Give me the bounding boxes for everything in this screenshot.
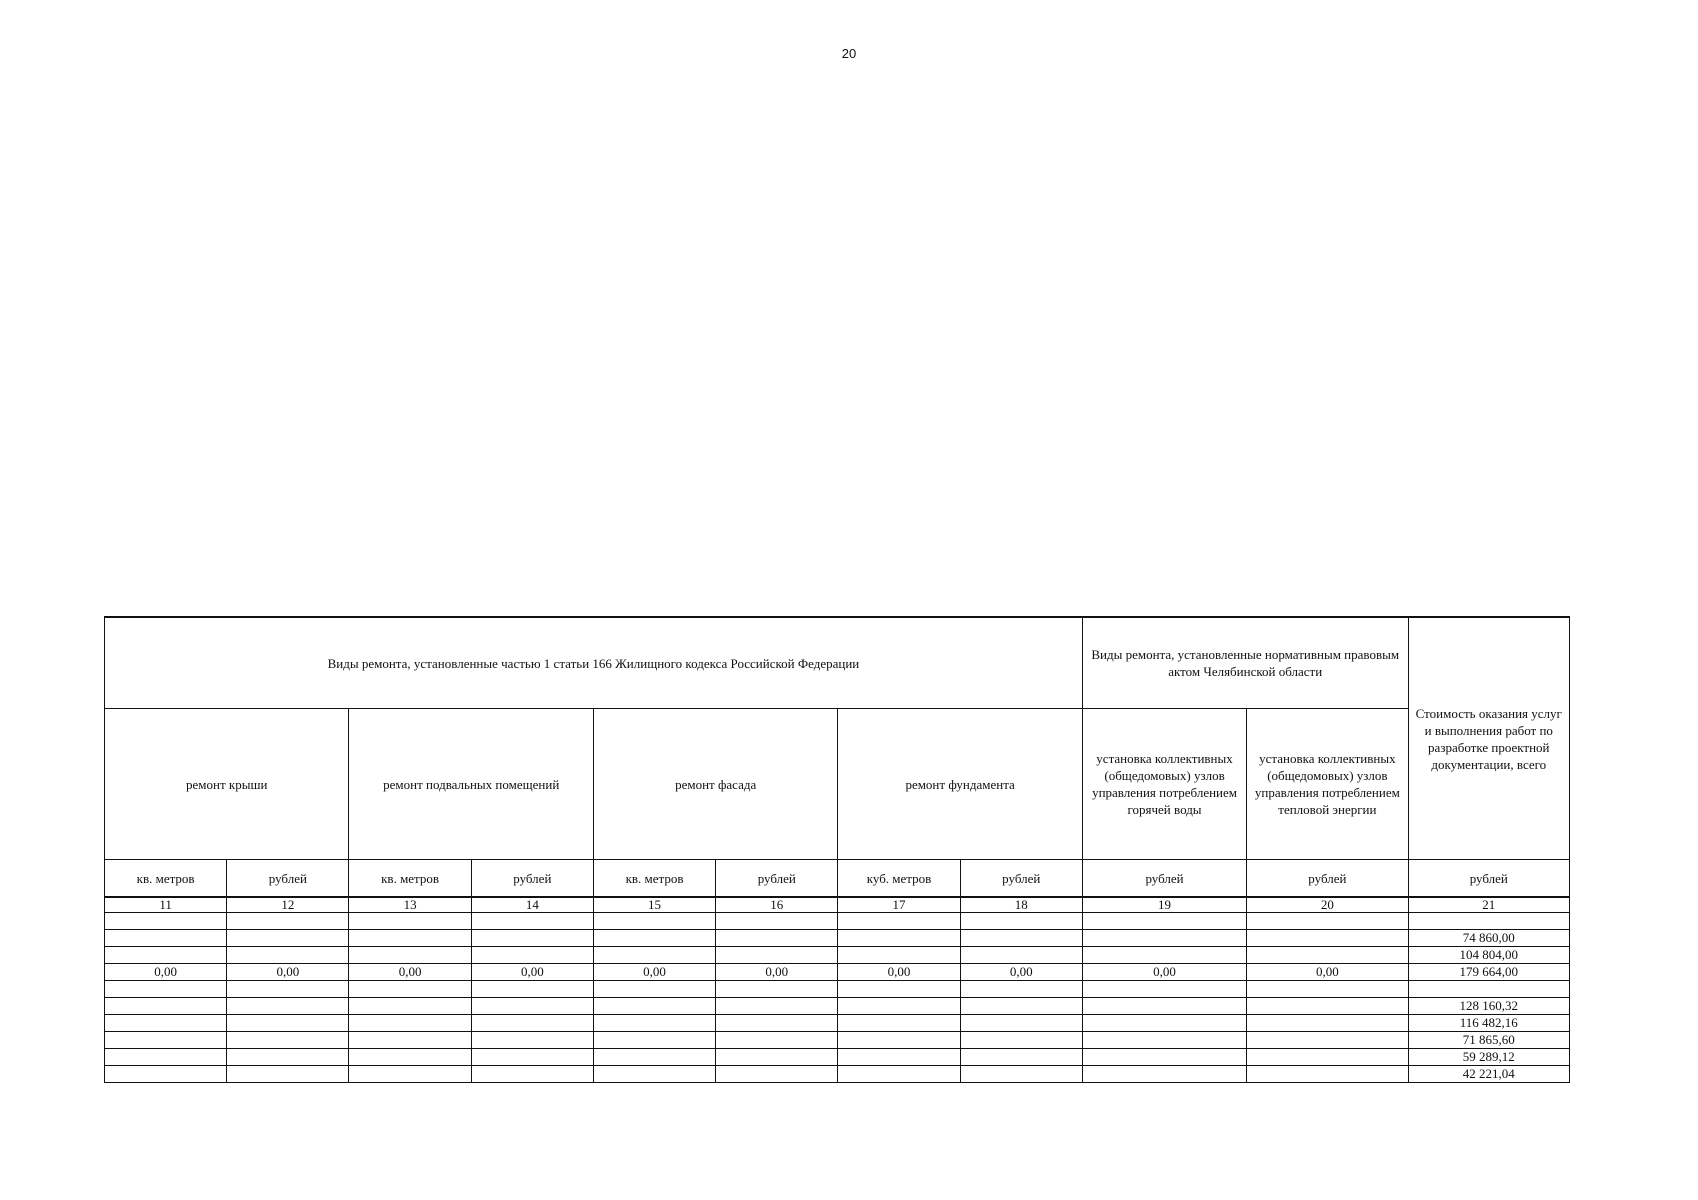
header-row-repair-types <box>105 709 1570 860</box>
table-cell <box>1247 913 1408 930</box>
table-cell: 116 482,16 <box>1408 1015 1569 1032</box>
unit-cell: кв. метров <box>593 860 715 898</box>
table-cell <box>593 1066 715 1083</box>
header-hot-water-meters: установка коллективных (общедомовых) узлов управления потреблением горячей воды <box>1082 709 1246 860</box>
table-cell <box>838 947 960 964</box>
table-cell <box>716 947 838 964</box>
header-row-column-numbers <box>105 897 1570 913</box>
table-cell <box>105 1015 227 1032</box>
header-heat-meters: установка коллективных (общедомовых) узлов управления потреблением тепловой энергии <box>1247 709 1408 860</box>
table-cell <box>349 981 471 998</box>
table-cell: 0,00 <box>227 964 349 981</box>
table-cell <box>471 1049 593 1066</box>
table-cell <box>593 947 715 964</box>
unit-cell: рублей <box>227 860 349 898</box>
table-cell <box>1082 1066 1246 1083</box>
table-cell: 0,00 <box>349 964 471 981</box>
table-cell <box>838 1049 960 1066</box>
table-row <box>105 1032 1570 1049</box>
table-cell <box>1247 1066 1408 1083</box>
table-row <box>105 981 1570 998</box>
column-number-cell: 14 <box>471 897 593 913</box>
table-cell <box>716 998 838 1015</box>
table-cell <box>227 930 349 947</box>
table-cell <box>838 998 960 1015</box>
table-cell: 0,00 <box>471 964 593 981</box>
table-cell <box>1408 913 1569 930</box>
table-cell <box>349 947 471 964</box>
column-number-cell: 20 <box>1247 897 1408 913</box>
table-cell <box>227 913 349 930</box>
table-cell <box>105 998 227 1015</box>
table-cell <box>227 981 349 998</box>
table-cell <box>349 930 471 947</box>
table-row <box>105 930 1570 947</box>
table-cell <box>105 947 227 964</box>
table-row <box>105 964 1570 981</box>
table-cell: 0,00 <box>716 964 838 981</box>
column-number-cell: 16 <box>716 897 838 913</box>
table-cell <box>227 1066 349 1083</box>
table-cell <box>349 1032 471 1049</box>
table-cell: 74 860,00 <box>1408 930 1569 947</box>
header-basement-repair: ремонт подвальных помещений <box>349 709 593 860</box>
table-cell: 179 664,00 <box>1408 964 1569 981</box>
unit-cell: рублей <box>1082 860 1246 898</box>
table-cell <box>1082 998 1246 1015</box>
table-cell: 71 865,60 <box>1408 1032 1569 1049</box>
table-cell <box>960 1066 1082 1083</box>
column-number-cell: 21 <box>1408 897 1569 913</box>
header-row-groups <box>105 617 1570 709</box>
table-cell <box>960 1032 1082 1049</box>
table-cell <box>960 998 1082 1015</box>
table-cell: 0,00 <box>838 964 960 981</box>
table-cell <box>1408 981 1569 998</box>
table-cell <box>960 913 1082 930</box>
table-row <box>105 913 1570 930</box>
header-regional-repairs: Виды ремонта, установленные нормативным правовым актом Челябинской области <box>1082 617 1408 709</box>
unit-cell: кв. метров <box>349 860 471 898</box>
unit-cell: рублей <box>1408 860 1569 898</box>
table-cell <box>593 981 715 998</box>
header-row-units <box>105 860 1570 898</box>
table-cell <box>349 1049 471 1066</box>
column-number-cell: 12 <box>227 897 349 913</box>
table-cell: 59 289,12 <box>1408 1049 1569 1066</box>
table-cell <box>1082 1049 1246 1066</box>
column-number-cell: 11 <box>105 897 227 913</box>
unit-cell: кв. метров <box>105 860 227 898</box>
table-cell <box>960 930 1082 947</box>
table-cell <box>716 913 838 930</box>
page-number: 20 <box>841 46 857 61</box>
table-cell <box>471 947 593 964</box>
table-row <box>105 947 1570 964</box>
table-cell: 0,00 <box>1082 964 1246 981</box>
table-cell <box>1082 1015 1246 1032</box>
table-cell <box>227 1049 349 1066</box>
table-cell <box>960 947 1082 964</box>
header-federal-repairs: Виды ремонта, установленные частью 1 статьи 166 Жилищного кодекса Российской Федерации <box>105 617 1083 709</box>
table-cell <box>227 1032 349 1049</box>
table-cell <box>471 981 593 998</box>
table-cell <box>1247 947 1408 964</box>
table-cell <box>838 1066 960 1083</box>
table-cell <box>105 981 227 998</box>
table-cell <box>471 930 593 947</box>
table-cell <box>838 1032 960 1049</box>
table-cell <box>1247 981 1408 998</box>
table-cell <box>593 930 715 947</box>
table-cell <box>1247 1032 1408 1049</box>
header-facade-repair: ремонт фасада <box>593 709 837 860</box>
table-cell <box>960 981 1082 998</box>
table-cell: 0,00 <box>1247 964 1408 981</box>
unit-cell: рублей <box>716 860 838 898</box>
table-cell <box>471 1015 593 1032</box>
table-cell <box>1082 981 1246 998</box>
repair-cost-table <box>104 616 1570 1083</box>
table-cell <box>716 1066 838 1083</box>
table-cell <box>349 998 471 1015</box>
table-cell <box>349 1066 471 1083</box>
table-cell <box>105 1049 227 1066</box>
table-cell: 0,00 <box>105 964 227 981</box>
column-number-cell: 15 <box>593 897 715 913</box>
table-cell <box>349 913 471 930</box>
table-cell <box>105 930 227 947</box>
unit-cell: рублей <box>471 860 593 898</box>
header-foundation-repair: ремонт фундамента <box>838 709 1082 860</box>
header-design-cost-total: Стоимость оказания услуг и выполнения работ по разработке проектной документации, всего <box>1408 617 1569 860</box>
table-cell <box>1082 947 1246 964</box>
table-cell <box>593 1032 715 1049</box>
table-cell: 0,00 <box>960 964 1082 981</box>
table-cell <box>227 947 349 964</box>
column-number-cell: 18 <box>960 897 1082 913</box>
unit-cell: куб. метров <box>838 860 960 898</box>
table-cell <box>593 1015 715 1032</box>
table-cell <box>471 998 593 1015</box>
table-cell <box>471 1032 593 1049</box>
table-row <box>105 1015 1570 1032</box>
table-cell <box>960 1049 1082 1066</box>
table-cell <box>593 998 715 1015</box>
unit-cell: рублей <box>1247 860 1408 898</box>
table-row <box>105 1049 1570 1066</box>
table-cell: 0,00 <box>593 964 715 981</box>
header-roof-repair: ремонт крыши <box>105 709 349 860</box>
table-cell <box>838 913 960 930</box>
table-cell <box>1082 1032 1246 1049</box>
table-cell <box>593 913 715 930</box>
table-cell <box>227 1015 349 1032</box>
table-cell: 128 160,32 <box>1408 998 1569 1015</box>
table-cell <box>105 1032 227 1049</box>
table-row <box>105 998 1570 1015</box>
table-cell <box>349 1015 471 1032</box>
table-cell <box>593 1049 715 1066</box>
table-cell <box>1247 1049 1408 1066</box>
table-cell <box>1247 998 1408 1015</box>
table-cell <box>105 1066 227 1083</box>
table-cell <box>838 930 960 947</box>
table-cell <box>960 1015 1082 1032</box>
table-cell <box>105 913 227 930</box>
table-cell <box>716 1015 838 1032</box>
unit-cell: рублей <box>960 860 1082 898</box>
table-cell <box>716 981 838 998</box>
table-cell <box>1082 930 1246 947</box>
table-cell <box>471 913 593 930</box>
table-cell <box>716 1049 838 1066</box>
table-row <box>105 1066 1570 1083</box>
table-cell <box>716 1032 838 1049</box>
table-cell <box>838 981 960 998</box>
table-cell <box>1082 913 1246 930</box>
table-cell <box>716 930 838 947</box>
table-cell: 42 221,04 <box>1408 1066 1569 1083</box>
table-cell <box>471 1066 593 1083</box>
table-cell <box>838 1015 960 1032</box>
table-cell <box>227 998 349 1015</box>
table-cell <box>1247 1015 1408 1032</box>
table-cell: 104 804,00 <box>1408 947 1569 964</box>
column-number-cell: 17 <box>838 897 960 913</box>
column-number-cell: 19 <box>1082 897 1246 913</box>
column-number-cell: 13 <box>349 897 471 913</box>
table-cell <box>1247 930 1408 947</box>
